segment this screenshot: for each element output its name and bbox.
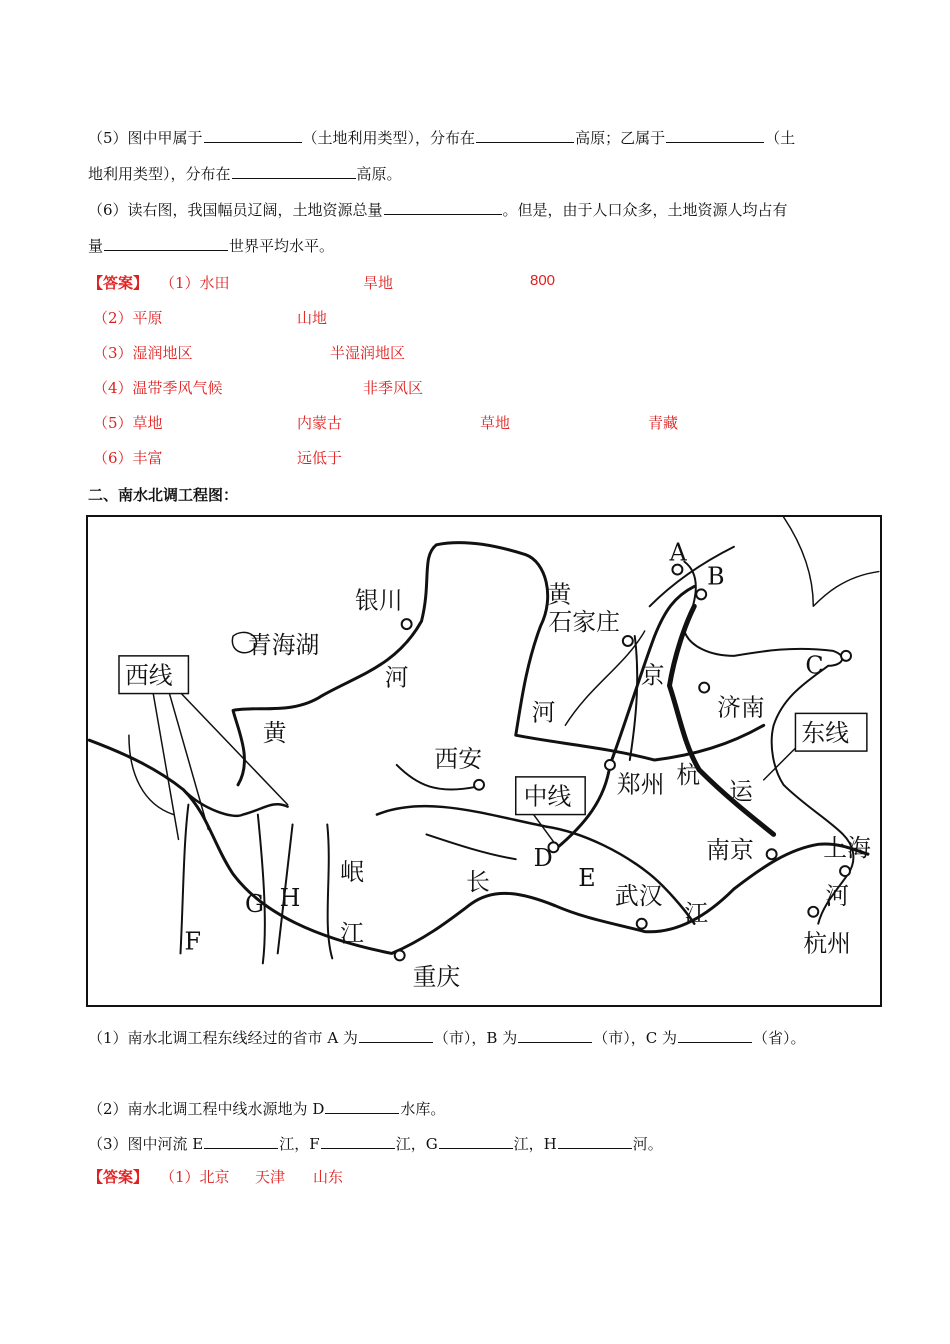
south-north-water-diversion-map xyxy=(86,515,882,1007)
city-shijiazhuang-marker xyxy=(623,636,633,646)
label-jinan: 济南 xyxy=(717,693,765,722)
blank[interactable] xyxy=(678,1027,752,1043)
question-5-line-2: 地利用类型），分布在 高原。 xyxy=(88,165,402,183)
city-shanghai-marker xyxy=(840,866,850,876)
blank[interactable] xyxy=(518,1027,592,1043)
city-yinchuan-marker xyxy=(402,619,412,629)
blank[interactable] xyxy=(204,1133,278,1149)
label-f: F xyxy=(184,927,201,956)
question-6-line-2: 量 世界平均水平。 xyxy=(88,237,335,255)
blank[interactable] xyxy=(439,1133,513,1149)
point-c-marker xyxy=(841,651,851,661)
city-jinan-marker xyxy=(699,683,709,693)
answer-item: 山地 xyxy=(297,309,328,327)
label-jing: 京 xyxy=(640,661,665,690)
answer-item: （3）湿润地区 xyxy=(93,344,193,362)
answer-item: （4）温带季风气候 xyxy=(93,379,223,397)
label-chang: 长 xyxy=(466,867,490,896)
label-jiang-1: 江 xyxy=(340,919,364,948)
blank[interactable] xyxy=(359,1027,433,1043)
label-zhengzhou: 郑州 xyxy=(616,770,665,799)
answer-label: 【答案】 xyxy=(88,274,149,292)
label-jiang-2: 江 xyxy=(684,899,709,928)
label-he-1: 河 xyxy=(384,663,409,692)
label-huang-1: 黄 xyxy=(262,719,287,748)
blank[interactable] xyxy=(321,1133,395,1149)
answer-item: （1）北京 xyxy=(160,1168,230,1186)
blank[interactable] xyxy=(384,199,502,215)
blank[interactable] xyxy=(325,1098,399,1114)
label-he-2: 河 xyxy=(531,698,556,727)
label-h: H xyxy=(279,883,301,912)
question-5-line-1: （5）图中甲属于 （土地利用类型），分布在 高原；乙属于 （土 xyxy=(88,129,796,147)
label-zhongxian: 中线 xyxy=(523,782,572,811)
city-hangzhou-marker xyxy=(808,907,818,917)
answer-label: 【答案】 xyxy=(88,1168,149,1186)
map-question-1: （1）南水北调工程东线经过的省市 A 为 （市），B 为 （市），C 为 （省）。 xyxy=(88,1029,806,1047)
label-nanjing: 南京 xyxy=(706,836,754,865)
blank[interactable] xyxy=(232,163,356,179)
section-2-title: 二、南水北调工程图： xyxy=(88,486,239,504)
answer-item: 青藏 xyxy=(648,414,679,432)
answer-item: （1）水田 xyxy=(160,274,230,292)
answer-item: （2）平原 xyxy=(93,309,163,327)
label-huang-2: 黄 xyxy=(547,580,572,609)
label-g: G xyxy=(244,889,264,918)
label-xixian: 西线 xyxy=(124,661,173,690)
answer-item: （6）丰富 xyxy=(93,449,163,467)
blank[interactable] xyxy=(666,127,764,143)
blank[interactable] xyxy=(558,1133,632,1149)
label-b: B xyxy=(707,562,725,591)
label-shijiazhuang: 石家庄 xyxy=(548,608,620,637)
label-shanghai: 上海 xyxy=(823,834,871,863)
point-b-marker xyxy=(696,589,706,599)
city-zhengzhou-marker xyxy=(605,760,615,770)
blank[interactable] xyxy=(104,235,228,251)
map-question-3: （3）图中河流 E 江，F 江，G 江，H 河。 xyxy=(88,1135,663,1153)
city-xian-marker xyxy=(474,780,484,790)
city-wuhan-marker xyxy=(637,919,647,929)
answer-item: 内蒙古 xyxy=(297,414,343,432)
label-qinghaihu: 青海湖 xyxy=(247,630,320,659)
city-chongqing-marker xyxy=(395,950,405,960)
label-yun: 运 xyxy=(728,777,753,806)
blank[interactable] xyxy=(476,127,574,143)
answer-item: 旱地 xyxy=(363,274,394,292)
label-yinchuan: 银川 xyxy=(355,586,403,615)
label-hang: 杭 xyxy=(676,760,701,789)
answer-item: 半湿润地区 xyxy=(330,344,406,362)
answer-item: 天津 xyxy=(255,1168,286,1186)
answer-item: 800 xyxy=(530,272,556,289)
blank[interactable] xyxy=(204,127,302,143)
yellow-river xyxy=(233,543,764,785)
label-chongqing: 重庆 xyxy=(412,963,461,992)
label-he-3: 河 xyxy=(825,881,850,910)
label-xian: 西安 xyxy=(434,744,483,773)
city-nanjing-marker xyxy=(767,849,777,859)
label-dongxian: 东线 xyxy=(801,719,849,748)
question-6-line-1: （6）读右图，我国幅员辽阔，土地资源总量 。但是，由于人口众多，土地资源人均占有 xyxy=(88,201,788,219)
label-e: E xyxy=(578,863,596,892)
label-wuhan: 武汉 xyxy=(614,881,663,910)
label-hangzhou: 杭州 xyxy=(803,929,851,958)
answer-item: 草地 xyxy=(480,414,511,432)
answer-item: （5）草地 xyxy=(93,414,163,432)
label-c: C xyxy=(805,651,824,680)
answer-item: 非季风区 xyxy=(363,379,424,397)
answer-item: 山东 xyxy=(313,1168,344,1186)
label-min: 岷 xyxy=(340,858,364,887)
answer-item: 远低于 xyxy=(297,449,343,467)
label-a: A xyxy=(669,538,687,567)
map-question-2: （2）南水北调工程中线水源地为 D 水库。 xyxy=(88,1100,446,1118)
label-d: D xyxy=(533,844,553,873)
